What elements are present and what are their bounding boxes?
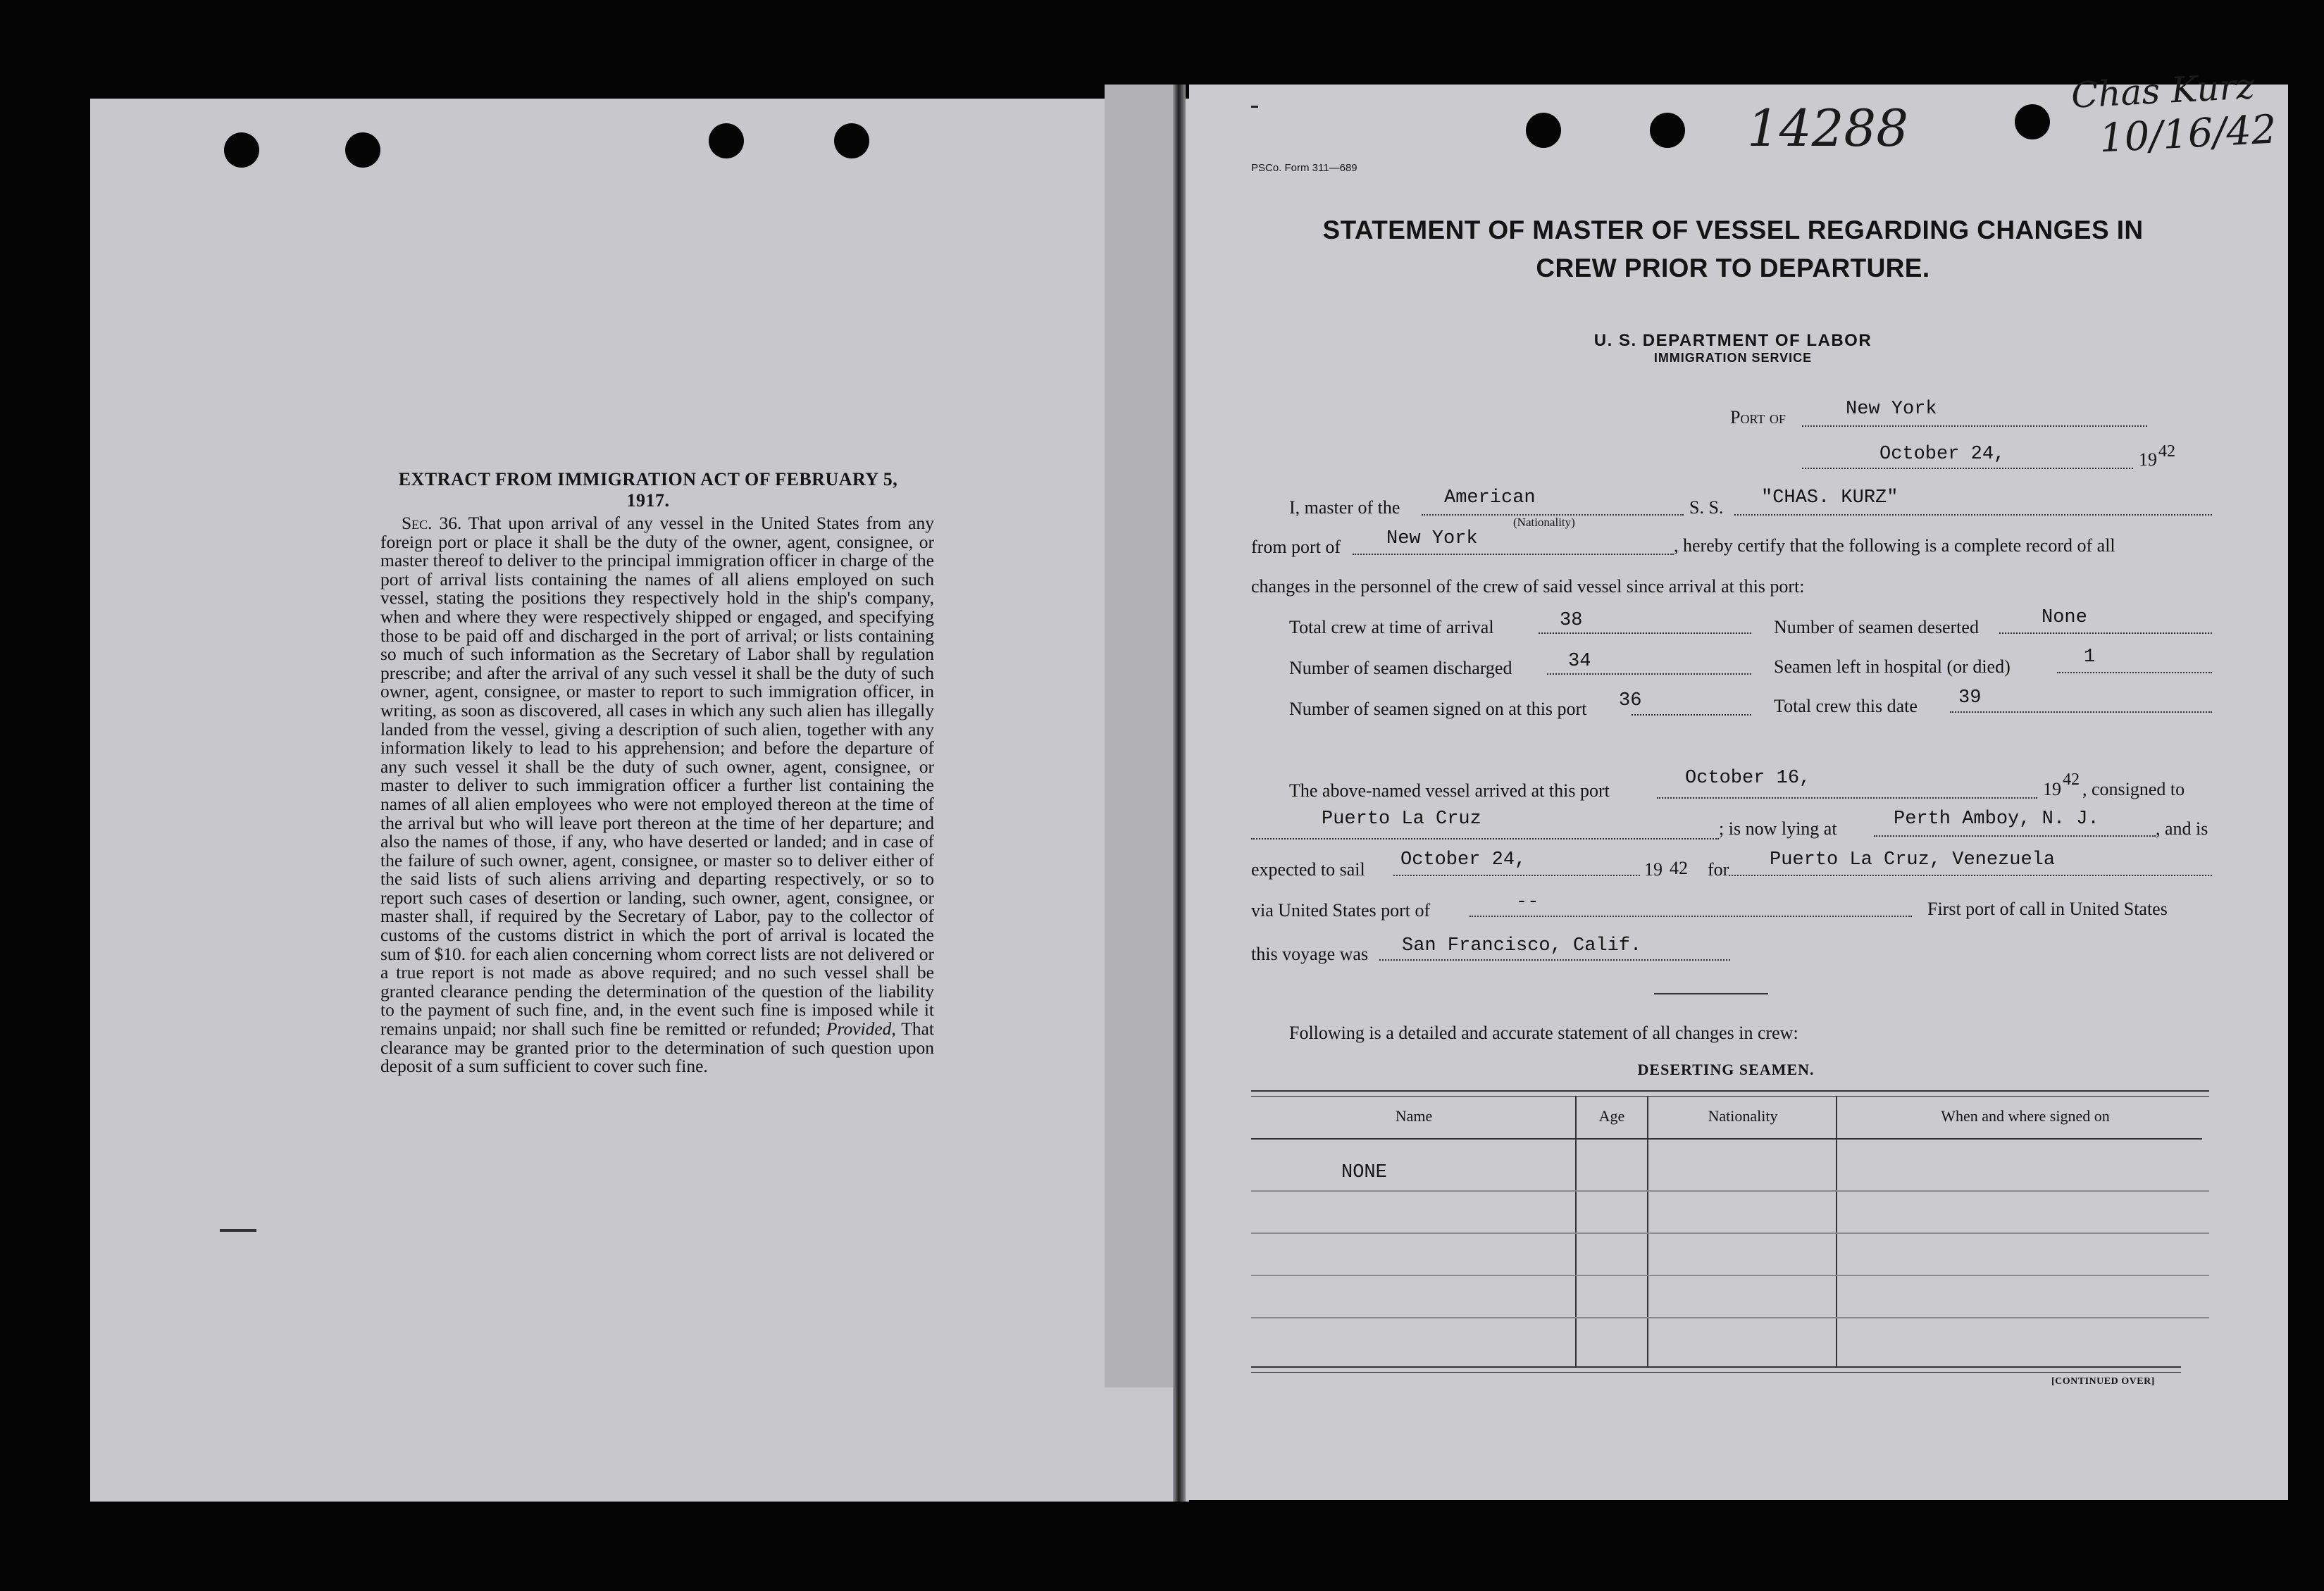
lying-at-line (1874, 835, 2156, 837)
extract-text-part1: That upon arrival of any vessel in the United States from any foreign port or place it shall be the duty of the owner, agent, consignee, or master thereof to deliver to the principal immigration officer in charge of the port of arrival lists containing the names of all aliens employed on such vessel, stating the positions they respectively hold in the ship's company, when and where they were respectively shipped or engaged, and specifying those to be paid off and discharged in the port of arrival; or lists containing so much of such information as the Secretary of Labor shall by regulation prescribe; and after the arrival of any such vessel it shall be the duty of such owner, agent, consignee, or master to report to such immigration officer, in writing, as soon as discovered, all cases in which any such alien has illegally landed from the vessel, giving a description of such alien, together with any information likely to lead to his apprehension; and before the departure of any such vessel it shall be the duty of such owner, agent, consignee, or master to deliver to such immigration officer a further list containing the names of all alien employees who were not employed thereon at the time of the arrival but who will leave port thereon at the time of her departure; and also the names of those, if any, who have deserted or landed; and in case of the failure of such owner, agent, consignee, or master so to deliver either of the said lists of such aliens arriving and departing respectively, or so to report such cases of desertion or landing, such owner, agent, consignee, or master shall, if required by the Secretary of Labor, pay to the collector of customs of the customs district in which the port of arrival is located the sum of $10. for each alien concerning whom correct lists are not delivered or a true report is not made as above required; and no such vessel shall be granted clearance pending the determination of the question of the liability to the payment of such fine, and, in the event such fine is imposed while it remains unpaid; nor shall such fine be remitted or refunded; (380, 513, 934, 1040)
total-crew-date-line (1950, 711, 2212, 713)
table-row-rule (1251, 1275, 2209, 1276)
signed-on-label: Number of seamen signed on at this port (1289, 699, 1587, 719)
deserted-line (1999, 632, 2212, 634)
extract-provided: Provided, (826, 1018, 896, 1040)
arrived-label: The above-named vessel arrived at this port (1289, 780, 1610, 801)
total-crew-arrival-label: Total crew at time of arrival (1289, 617, 1494, 637)
port-label: Port of (1730, 407, 1786, 428)
expected-line (1393, 875, 1640, 876)
master-prefix-label: I, master of the (1289, 497, 1400, 518)
signed-on-line (1632, 714, 1751, 716)
certify-text: , hereby certify that the following is a complete record of all (1674, 535, 2115, 556)
consignee-value: Puerto La Cruz (1322, 809, 1481, 830)
hospital-line (2057, 672, 2212, 673)
and-is-text: , and is (2156, 818, 2208, 839)
for-label: for (1708, 859, 1729, 880)
form-title-line1: STATEMENT OF MASTER OF VESSEL REGARDING CHANGES IN (1322, 216, 2144, 244)
section-divider (1654, 993, 1768, 994)
signed-on-value: 36 (1619, 690, 1642, 711)
lying-at-value: Perth Amboy, N. J. (1894, 809, 2099, 830)
table-column-divider (1647, 1096, 1648, 1366)
deserting-heading: DESERTING SEAMEN. (1637, 1061, 1815, 1078)
expected-label: expected to sail (1251, 859, 1365, 880)
discharged-line (1547, 673, 1751, 675)
extract-title: EXTRACT FROM IMMIGRATION ACT OF FEBRUARY 5, 1917. (398, 469, 898, 511)
expected-year-prefix: 19 (1644, 859, 1663, 880)
destination-value: Puerto La Cruz, Venezuela (1770, 849, 2056, 871)
deserted-value: None (2042, 607, 2087, 628)
date-value: October 24, (1879, 444, 2006, 465)
consignee-line (1251, 838, 1719, 840)
from-port-line (1353, 554, 1674, 555)
extract-body (380, 514, 934, 1076)
table-row-rule (1251, 1233, 2209, 1234)
punch-hole (224, 132, 259, 168)
punch-hole (834, 123, 869, 158)
first-port-line (1379, 959, 1730, 961)
voyage-label: this voyage was (1251, 944, 1369, 964)
total-crew-arrival-line (1539, 632, 1751, 634)
nationality-value: American (1444, 487, 1536, 509)
table-cell-name: NONE (1341, 1162, 1387, 1183)
port-value: New York (1846, 399, 1937, 420)
date-line (1802, 468, 2133, 469)
binding-tape (1105, 85, 1183, 1387)
deserted-label: Number of seamen deserted (1774, 617, 1979, 637)
from-port-label: from port of (1251, 537, 1341, 557)
section-label: Sec. 36. (402, 513, 462, 533)
total-crew-date-value: 39 (1958, 687, 1982, 709)
total-crew-arrival-value: 38 (1560, 610, 1583, 631)
stray-mark (220, 1229, 256, 1232)
year-prefix: 19 (2139, 449, 2157, 470)
vessel-value: "CHAS. KURZ" (1761, 487, 1899, 509)
via-line (1469, 916, 1912, 917)
changes-text: changes in the personnel of the crew of said vessel since arrival at this port: (1251, 576, 1805, 597)
punch-hole (2015, 104, 2050, 139)
discharged-value: 34 (1568, 651, 1591, 672)
arrived-year-value: 42 (2063, 770, 2080, 789)
table-header-name: Name (1395, 1107, 1433, 1125)
stray-mark (1251, 106, 1258, 108)
handwritten-number: 14288 (1747, 99, 1909, 158)
lying-label: ; is now lying at (1719, 818, 1837, 839)
punch-hole (1650, 113, 1685, 148)
handwritten-vessel-note: Chas Kurz (2070, 65, 2256, 116)
table-top-rule (1251, 1090, 2209, 1092)
discharged-label: Number of seamen discharged (1289, 658, 1512, 678)
expected-year-value: 42 (1670, 858, 1688, 878)
table-top-rule-inner (1251, 1096, 2209, 1097)
hospital-label: Seamen left in hospital (or died) (1774, 656, 2011, 677)
nationality-caption: (Nationality) (1513, 516, 1575, 529)
extract-text-part2: That clearance may be granted prior to the determination of such question upon deposit of a sum sufficient to cover such fine. (380, 1018, 935, 1077)
first-port-value: San Francisco, Calif. (1402, 935, 1642, 956)
table-column-divider (1836, 1096, 1837, 1366)
table-header-rule (1251, 1138, 2202, 1140)
table-header-nationality: Nationality (1708, 1107, 1778, 1125)
destination-line (1729, 875, 2212, 876)
total-crew-date-label: Total crew this date (1774, 696, 1918, 716)
first-port-label: First port of call in United States (1927, 899, 2168, 919)
punch-hole (345, 132, 380, 168)
arrived-date-value: October 16, (1685, 768, 1811, 789)
punch-hole (709, 123, 744, 158)
vessel-line (1734, 514, 2212, 516)
binding-seam (1173, 85, 1186, 1502)
table-header-age: Age (1598, 1107, 1625, 1125)
form-title (1240, 211, 2226, 287)
handwritten-date-note: 10/16/42 (2098, 106, 2278, 162)
table-column-divider (1575, 1096, 1577, 1366)
consigned-label: , consigned to (2082, 779, 2185, 799)
table-header-signed-on: When and where signed on (1941, 1107, 2110, 1125)
arrived-line (1657, 797, 2037, 799)
from-port-value: New York (1386, 528, 1478, 549)
hospital-value: 1 (2084, 647, 2096, 668)
table-bottom-rule-inner (1251, 1372, 2181, 1373)
punch-hole (1526, 113, 1561, 148)
port-line (1802, 425, 2147, 427)
table-row-rule (1251, 1317, 2209, 1318)
department-heading: U. S. DEPARTMENT OF LABOR (1593, 331, 1872, 350)
table-bottom-rule (1251, 1366, 2181, 1368)
arrived-year-prefix: 19 (2043, 779, 2061, 799)
via-label: via United States port of (1251, 900, 1431, 921)
via-value: -- (1516, 892, 1539, 913)
ss-label: S. S. (1689, 497, 1724, 518)
following-text: Following is a detailed and accurate statement of all changes in crew: (1289, 1023, 1798, 1043)
form-number: PSCo. Form 311—689 (1251, 162, 1357, 174)
year-value: 42 (2158, 442, 2175, 461)
continued-over-note: [CONTINUED OVER] (2051, 1376, 2155, 1387)
service-heading: IMMIGRATION SERVICE (1653, 351, 1813, 365)
table-row-rule (1251, 1190, 2209, 1192)
expected-date-value: October 24, (1400, 849, 1527, 871)
form-title-line2: CREW PRIOR TO DEPARTURE. (1536, 254, 1930, 282)
